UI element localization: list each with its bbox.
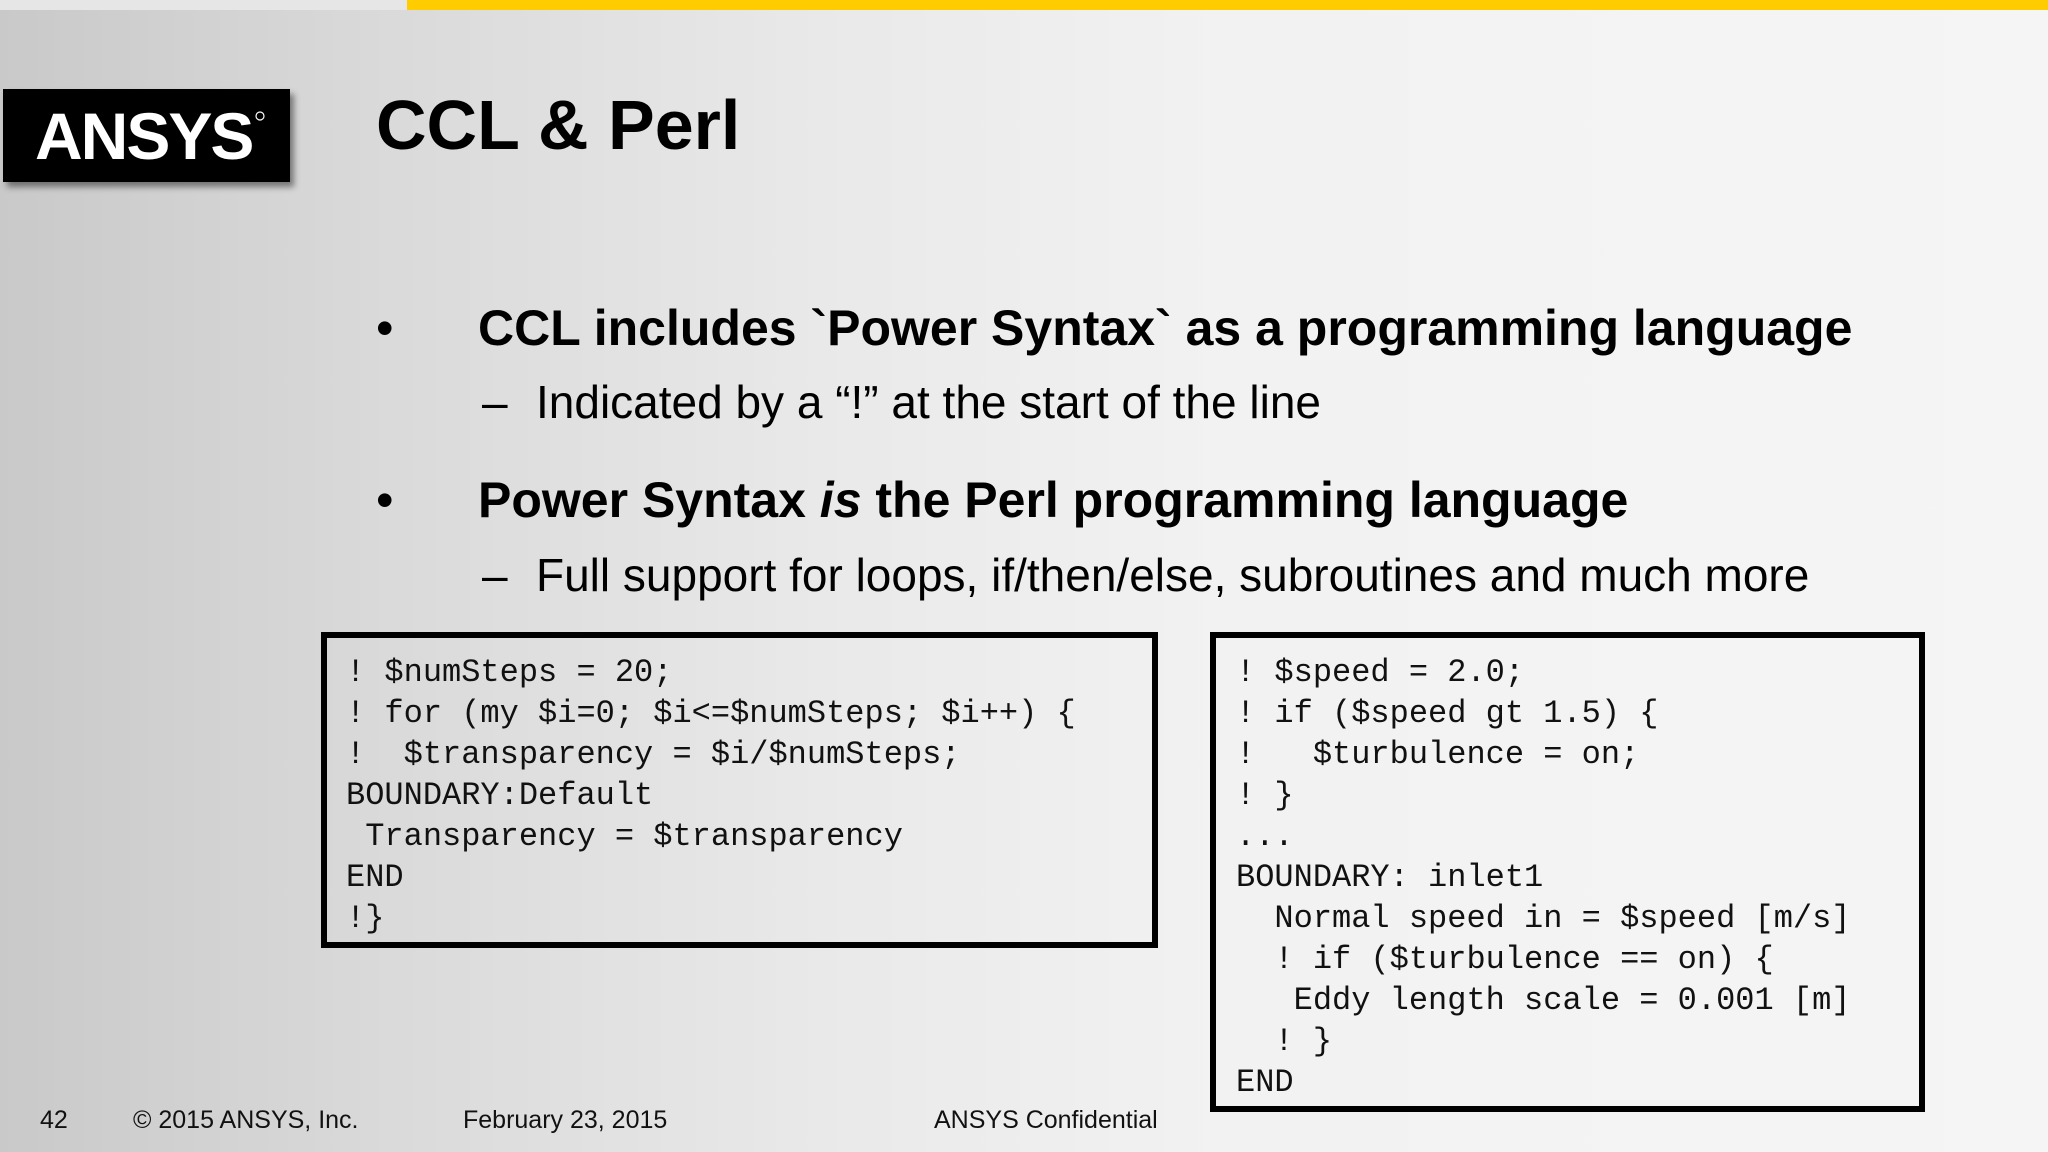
code-example-left: [321, 632, 1158, 948]
top-accent-bar: [0, 0, 2048, 10]
sub-bullet-2-text: Full support for loops, if/then/else, subroutines and much more: [536, 549, 1810, 601]
code-example-right: [1210, 632, 1925, 1112]
sub-1-dash: –: [482, 376, 508, 428]
top-bar-grey-segment: [0, 0, 407, 10]
slide-title: CCL & Perl: [376, 86, 741, 164]
bullet-1-dot: •: [376, 300, 394, 356]
footer-date: February 23, 2015: [463, 1106, 668, 1134]
footer-confidential: ANSYS Confidential: [934, 1106, 1158, 1134]
sub-bullet-1-text: Indicated by a “!” at the start of the line: [536, 376, 1321, 428]
bullet-2-italic: is: [819, 472, 862, 528]
ansys-logo-icon: [3, 89, 290, 182]
bullet-2-dot: •: [376, 472, 394, 528]
code-left-text: ! $numSteps = 20; ! for (my $i=0; $i<=$numSteps; $i++) { ! $transparency = $i/$numSteps; BOUNDARY:Default Transparency = $transparency END !}: [346, 654, 1076, 937]
footer-copyright: © 2015 ANSYS, Inc.: [133, 1106, 359, 1134]
footer-page-number: 42: [40, 1106, 68, 1134]
sub-2-dash: –: [482, 549, 508, 601]
code-right-text: ! $speed = 2.0; ! if ($speed gt 1.5) { ! $turbulence = on; ! } ... BOUNDARY: inlet1 Normal speed in = $speed [m/s] ! if ($turbulence == on) { Eddy length scale = 0.001 [m] ! } END: [1236, 654, 1851, 1101]
top-bar-yellow-segment: [407, 0, 2048, 10]
ansys-logo: [3, 89, 290, 182]
bullet-2-part1: Power Syntax: [478, 472, 820, 528]
svg-text:ANSYS: ANSYS: [35, 99, 253, 173]
bullet-1-text: CCL includes `Power Syntax` as a programming language: [478, 300, 1853, 356]
bullet-2-text: [478, 470, 1628, 530]
bullet-2-part2: the Perl programming language: [861, 472, 1629, 528]
